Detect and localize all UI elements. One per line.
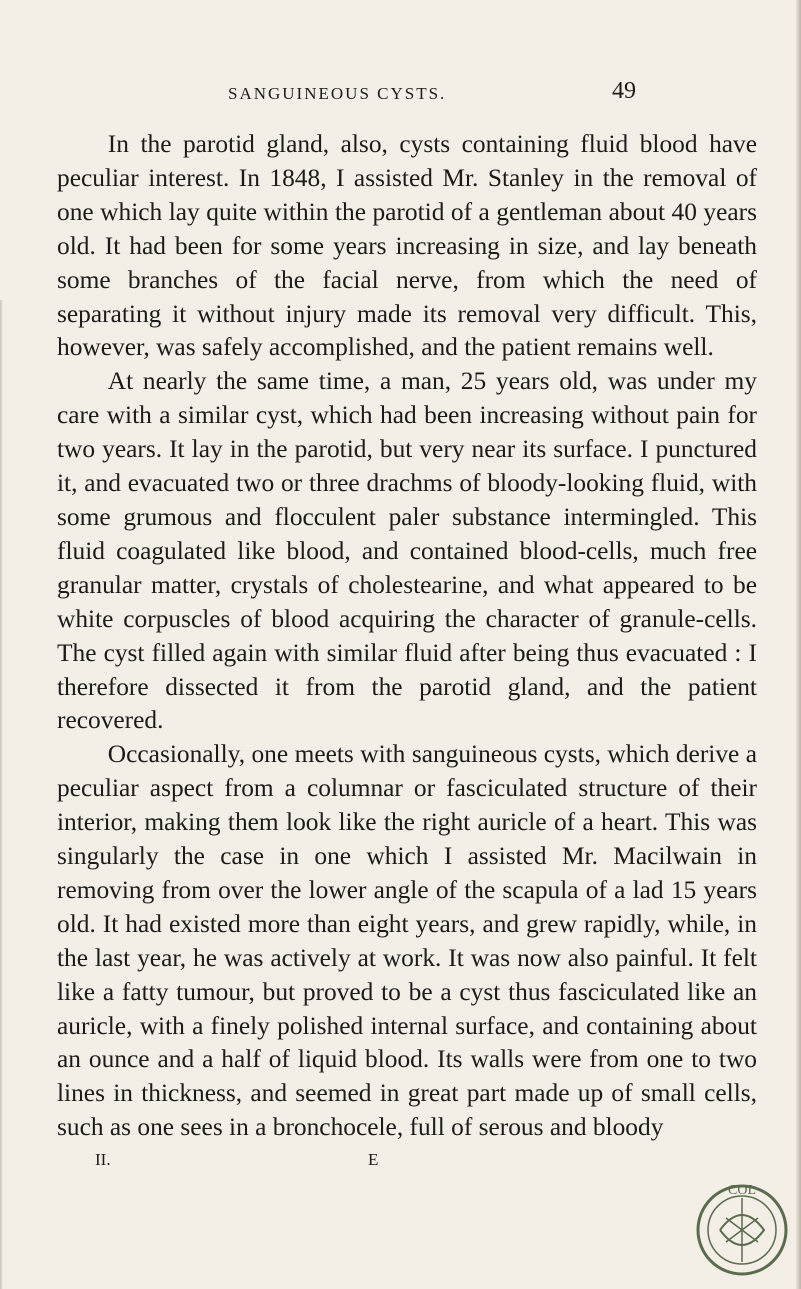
paragraph-parotid-cysts: In the parotid gland, also, cysts containing fluid blood have peculiar interest. In 1848, I assisted Mr. Stanley in the removal of one which lay quite within the parotid of a gentleman about 40 years old. It had been for some years increasing in size, and lay beneath some branches of the facial nerve, from which the need of separating it without injury made its removal very difficult. This, however, was safely accomplished, and the patient remains well. bbox=[57, 130, 757, 362]
page-shadow-left bbox=[0, 300, 3, 1289]
signature-mark: II. bbox=[95, 1150, 111, 1169]
body-text bbox=[57, 128, 757, 1145]
page-edge-right bbox=[796, 0, 801, 1289]
running-title: SANGUINEOUS CYSTS. bbox=[228, 84, 447, 103]
svg-text:COL: COL bbox=[728, 1183, 756, 1198]
page-footer bbox=[0, 1150, 801, 1190]
page-number: 49 bbox=[612, 78, 636, 104]
signature-letter: E bbox=[368, 1150, 379, 1169]
paragraph-fasciculated-cysts: Occasionally, one meets with sanguineous cysts, which derive a peculiar aspect from a columnar or fasciculated structure of their interior, making them look like the right auricle of a heart. This was singularly the case in one which I assisted Mr. Macilwain in removing from over the lower angle of the scapula of a lad 15 years old. It had existed more than eight years, and grew rapidly, while, in the last year, he was actively at work. It was now also painful. It felt like a fatty tumour, but proved to be a cyst thus fasciculated like an auricle, with a finely polished internal surface, and containing about an ounce and a half of liquid blood. Its walls were from one to two lines in thickness, and seemed in great part made up of small cells, such as one sees in a bronchocele, full of serous and bloody bbox=[57, 740, 757, 1142]
library-stamp-seal bbox=[690, 1168, 794, 1289]
page-header bbox=[0, 78, 801, 108]
paragraph-similar-cyst: At nearly the same time, a man, 25 years old, was under my care with a similar cyst, which had been increasing without pain for two years. It lay in the parotid, but very near its surface. I punctured it, and evacuated two or three drachms of bloody-looking fluid, with some grumous and flocculent paler substance intermingled. This fluid coagulated like blood, and contained blood-cells, much free granular matter, crystals of cholestearine, and what appeared to be white corpuscles of blood acquiring the character of granule-cells. The cyst filled again with similar fluid after being thus evacuated : I therefore dissected it from the parotid gland, and the patient recovered. bbox=[57, 367, 757, 735]
